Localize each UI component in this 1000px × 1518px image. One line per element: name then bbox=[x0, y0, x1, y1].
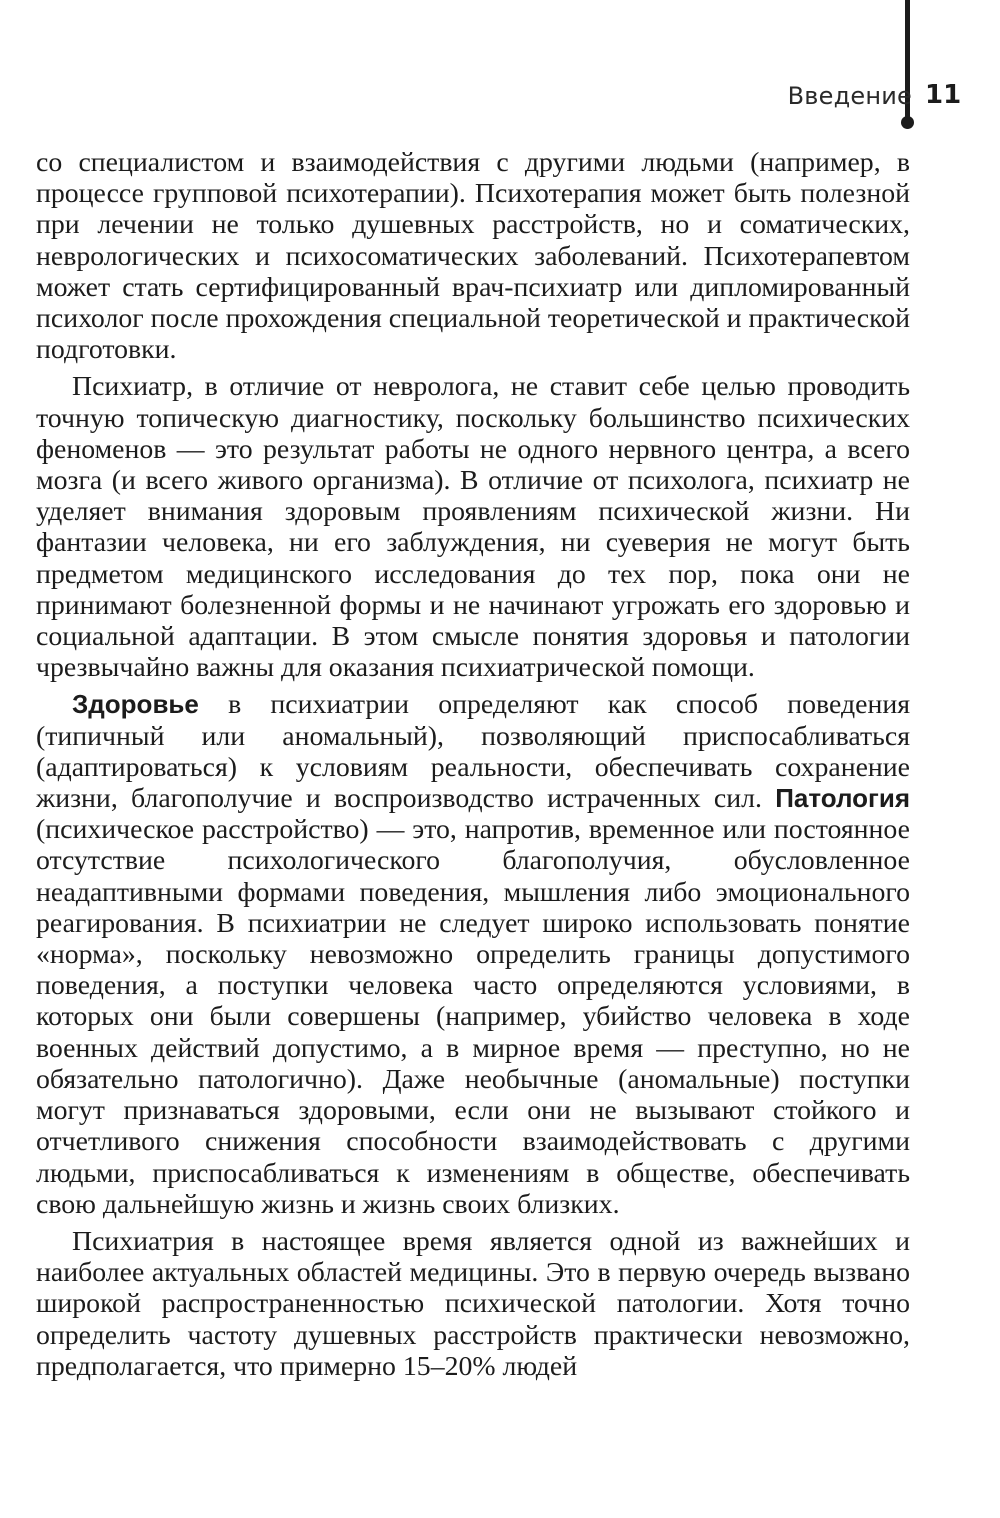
term-health: Здоровье bbox=[72, 689, 199, 720]
body-text bbox=[36, 147, 910, 1382]
paragraph-2: Психиатр, в отличие от невролога, не ставит себе целью проводить точную топическую диагностику, поскольку большинство психических феноменов — это результат работы не одного нервного центра, а всего мозга (и всего живого организма). В отличие от психолога, психиатр не уделяет внимания здоровым проявлениям психической жизни. Ни фантазии человека, ни его заблуждения, ни суеверия не могут быть предметом медицинского исследования до тех пор, пока они не принимают болезненной формы и не начинают угрожать его здоровью и социальной адаптации. В этом смысле понятия здоровья и патологии чрезвычайно важны для оказания психиатрической помощи. bbox=[36, 371, 910, 684]
page-number: 11 bbox=[925, 80, 962, 110]
paragraph-1: со специалистом и взаимодействия с другими людьми (например, в процессе групповой психотерапии). Психотерапия может быть полезной при лечении не только душевных расстройств, но и соматических, неврологических и психосоматических заболеваний. Психотерапевтом может стать сертифицированный врач-психиатр или дипломированный психолог после прохождения специальной теоретической и практической подготовки. bbox=[36, 147, 910, 366]
paragraph-3-text: в психиатрии определяют как способ поведения (типичный или аномальный), позволяющий приспосабливаться (адаптироваться) к условиям реальности, обеспечивать сохранение жизни, благополучие и воспроизводство истраченных сил. bbox=[36, 689, 910, 815]
paragraph-4: Психиатрия в настоящее время является одной из важнейших и наиболее актуальных областей медицины. Это в первую очередь вызвано широкой распространенностью психической патологии. Хотя точно определить частоту душевных расстройств практически невозможно, предполагается, что примерно 15–20% людей bbox=[36, 1225, 910, 1382]
paragraph-3 bbox=[36, 689, 910, 1219]
paragraph-3-text-2: (психическое расстройство) — это, напротив, временное или постоянное отсутствие психологического благополучия, обусловленное неадаптивными формами поведения, мышления либо эмоционального реагирования. В психиатрии не следует широко использовать понятие «норма», поскольку невозможно определить границы допустимого поведения, а поступки человека часто определяются условиями, в которых они были совершены (например, убийство человека в ходе военных действий допустимо, а в мирное время — преступно, но не обязательно патологично). Даже необычные (аномальные) поступки могут признаваться здоровыми, если они не вызывают стойкого и отчетливого снижения способности взаимодействовать с другими людьми, приспосабливаться к изменениям в обществе, обеспечивать свою дальнейшую жизнь и жизнь своих близких. bbox=[36, 814, 910, 1220]
term-pathology: Патология bbox=[775, 783, 910, 814]
header-rule-dot bbox=[901, 116, 914, 129]
running-header-section-title: Введение bbox=[787, 82, 912, 110]
